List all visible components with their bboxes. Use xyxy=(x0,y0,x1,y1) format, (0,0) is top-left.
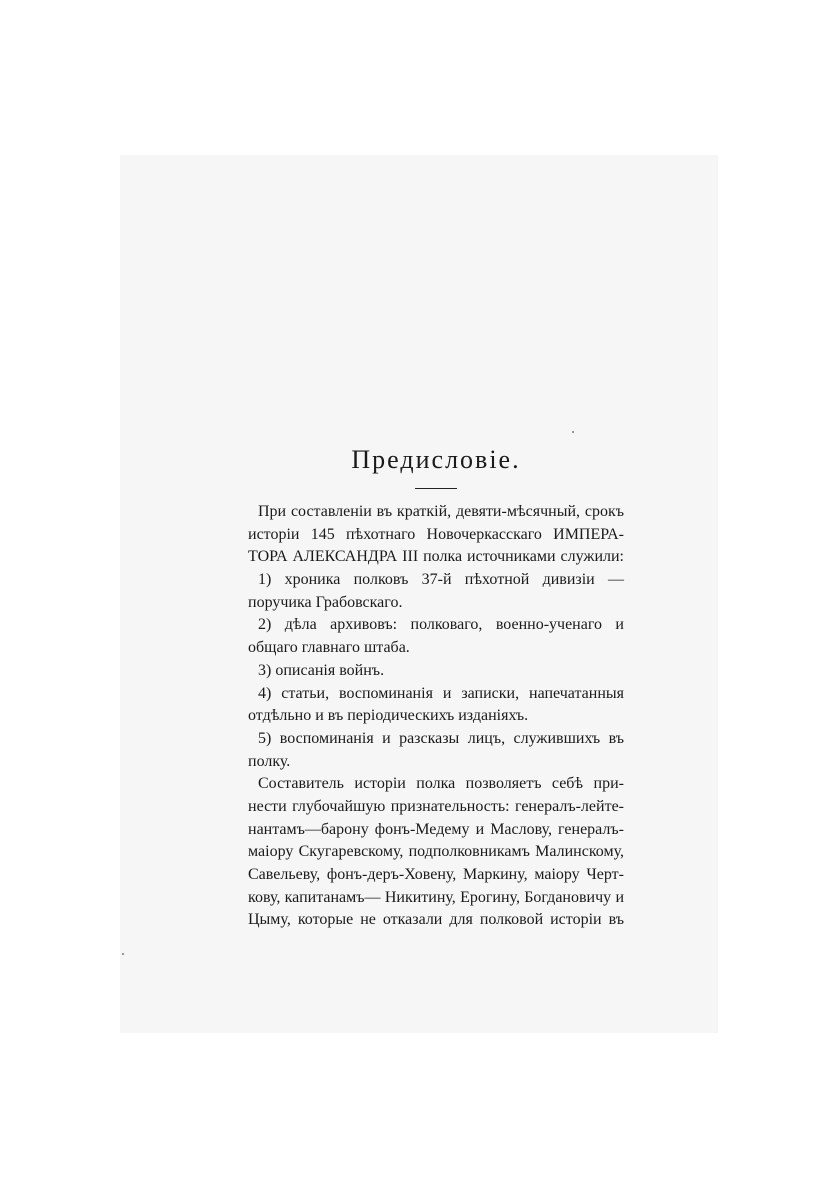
paragraph-1 xyxy=(248,501,624,569)
paper-speck xyxy=(572,431,574,433)
text-line: Савельеву, фонъ-деръ-Ховену, Маркину, маіору Черт- xyxy=(248,866,624,883)
text-line: ТОРА АЛЕКСАНДРА III полка источниками служили: xyxy=(248,548,624,566)
text-line: 4) статьи, воспоминанія и записки, напечатанныя xyxy=(258,684,624,702)
page-heading: Предисловіе. xyxy=(351,445,521,474)
heading-rule xyxy=(415,488,457,489)
paragraph-7 xyxy=(248,773,624,932)
paragraph-4 xyxy=(248,660,624,683)
text-line: 3) описанія войнъ. xyxy=(258,661,385,679)
text-line: 2) дѣла архивовъ: полковаго, военно-ученаго и xyxy=(258,616,624,634)
text-line: Цыму, которые не отказали для полковой исторіи въ xyxy=(248,911,624,929)
text-line: 1) хроника полковъ 37-й пѣхотной дивизіи — xyxy=(258,571,624,589)
text-line: кову, капитанамъ— Никитину, Ерогину, Богдановичу и xyxy=(248,888,624,906)
text-line: полку. xyxy=(248,752,291,770)
paragraph-2 xyxy=(248,569,624,614)
text-line: 5) воспоминанія и разсказы лицъ, служившихъ въ xyxy=(258,729,624,747)
paragraph-5 xyxy=(248,683,624,728)
paragraph-3 xyxy=(248,614,624,659)
text-line: нантамъ—барону фонъ-Медему и Маслову, генералъ- xyxy=(248,820,624,838)
text-line: общаго главнаго штаба. xyxy=(248,639,410,657)
text-line: При составленіи въ краткій, девяти-мѣсячный, срокъ xyxy=(258,503,624,520)
paper-speck xyxy=(122,953,124,955)
text-line: нести глубочайшую признательность: генералъ-лейте- xyxy=(248,797,624,815)
text-line: поручика Грабовскаго. xyxy=(248,593,403,611)
text-line: Составитель исторіи полка позволяетъ себѣ при- xyxy=(258,775,624,793)
text-line: исторіи 145 пѣхотнаго Новочеркасскаго ИМПЕРА- xyxy=(248,525,624,543)
text-line: отдѣльно и въ періодическихъ изданіяхъ. xyxy=(248,707,529,725)
paragraph-6 xyxy=(248,728,624,773)
text-block xyxy=(248,440,624,932)
text-line: маіору Скугаревскому, подполковникамъ Малинскому, xyxy=(248,843,624,861)
